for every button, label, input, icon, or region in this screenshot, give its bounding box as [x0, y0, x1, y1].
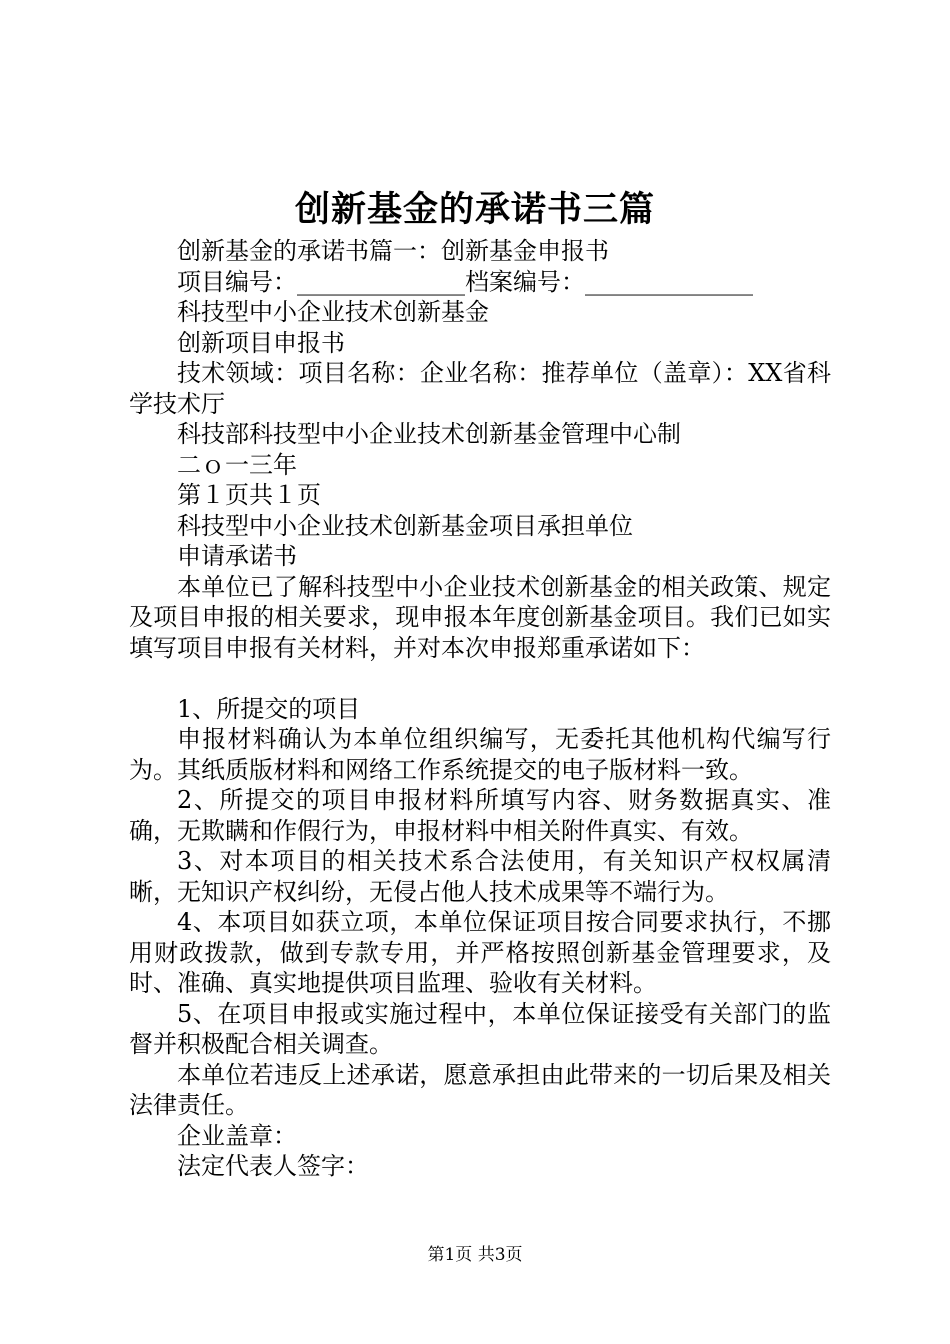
- paragraph: 2、所提交的项目申报材料所填写内容、财务数据真实、准确，无欺瞒和作假行为，申报材料中相关附件真实、有效。: [129, 786, 831, 845]
- paragraph: 创新项目申报书: [177, 328, 345, 357]
- document-title: 创新基金的承诺书三篇: [294, 189, 655, 230]
- paragraph: 科技型中小企业技术创新基金: [177, 298, 489, 326]
- paragraph: 技术领域：项目名称：企业名称：推荐单位（盖章）：XX省科学技术厅: [129, 359, 831, 418]
- paragraph: 二ｏ一三年: [177, 450, 297, 479]
- paragraph: 3、对本项目的相关技术系合法使用，有关知识产权权属清晰，无知识产权纠纷，无侵占他人技术成果等不端行为。: [129, 847, 831, 906]
- document-body: [129, 236, 831, 1182]
- paragraph: 申报材料确认为本单位组织编写，无委托其他机构代编写行为。其纸质版材料和网络工作系统提交的电子版材料一致。: [129, 725, 831, 784]
- paragraph: 科技部科技型中小企业技术创新基金管理中心制: [177, 420, 681, 448]
- page-footer: 第1页 共3页: [427, 1245, 523, 1265]
- paragraph: 本单位若违反上述承诺，愿意承担由此带来的一切后果及相关法律责任。: [129, 1060, 831, 1119]
- paragraph: 申请承诺书: [177, 542, 297, 570]
- paragraph: 第１页共１页: [177, 481, 321, 509]
- paragraph: 企业盖章：: [177, 1121, 297, 1150]
- paragraph: 本单位已了解科技型中小企业技术创新基金的相关政策、规定及项目申报的相关要求，现申报本年度创新基金项目。我们已如实填写项目申报有关材料，并对本次申报郑重承诺如下：: [129, 572, 831, 662]
- paragraph: 1、所提交的项目: [177, 694, 361, 723]
- paragraph: 4、本项目如获立项，本单位保证项目按合同要求执行，不挪用财政拨款，做到专款专用，并严格按照创新基金管理要求，及时、准确、真实地提供项目监理、验收有关材料。: [129, 908, 831, 997]
- paragraph: 5、在项目申报或实施过程中，本单位保证接受有关部门的监督并积极配合相关调查。: [129, 999, 831, 1058]
- paragraph: 项目编号：______________档案编号：______________: [177, 267, 753, 296]
- paragraph: 法定代表人签字：: [177, 1152, 369, 1180]
- paragraph: 科技型中小企业技术创新基金项目承担单位: [177, 511, 633, 540]
- paragraph: 创新基金的承诺书篇一：创新基金申报书: [177, 237, 609, 265]
- blank-line: [129, 663, 831, 694]
